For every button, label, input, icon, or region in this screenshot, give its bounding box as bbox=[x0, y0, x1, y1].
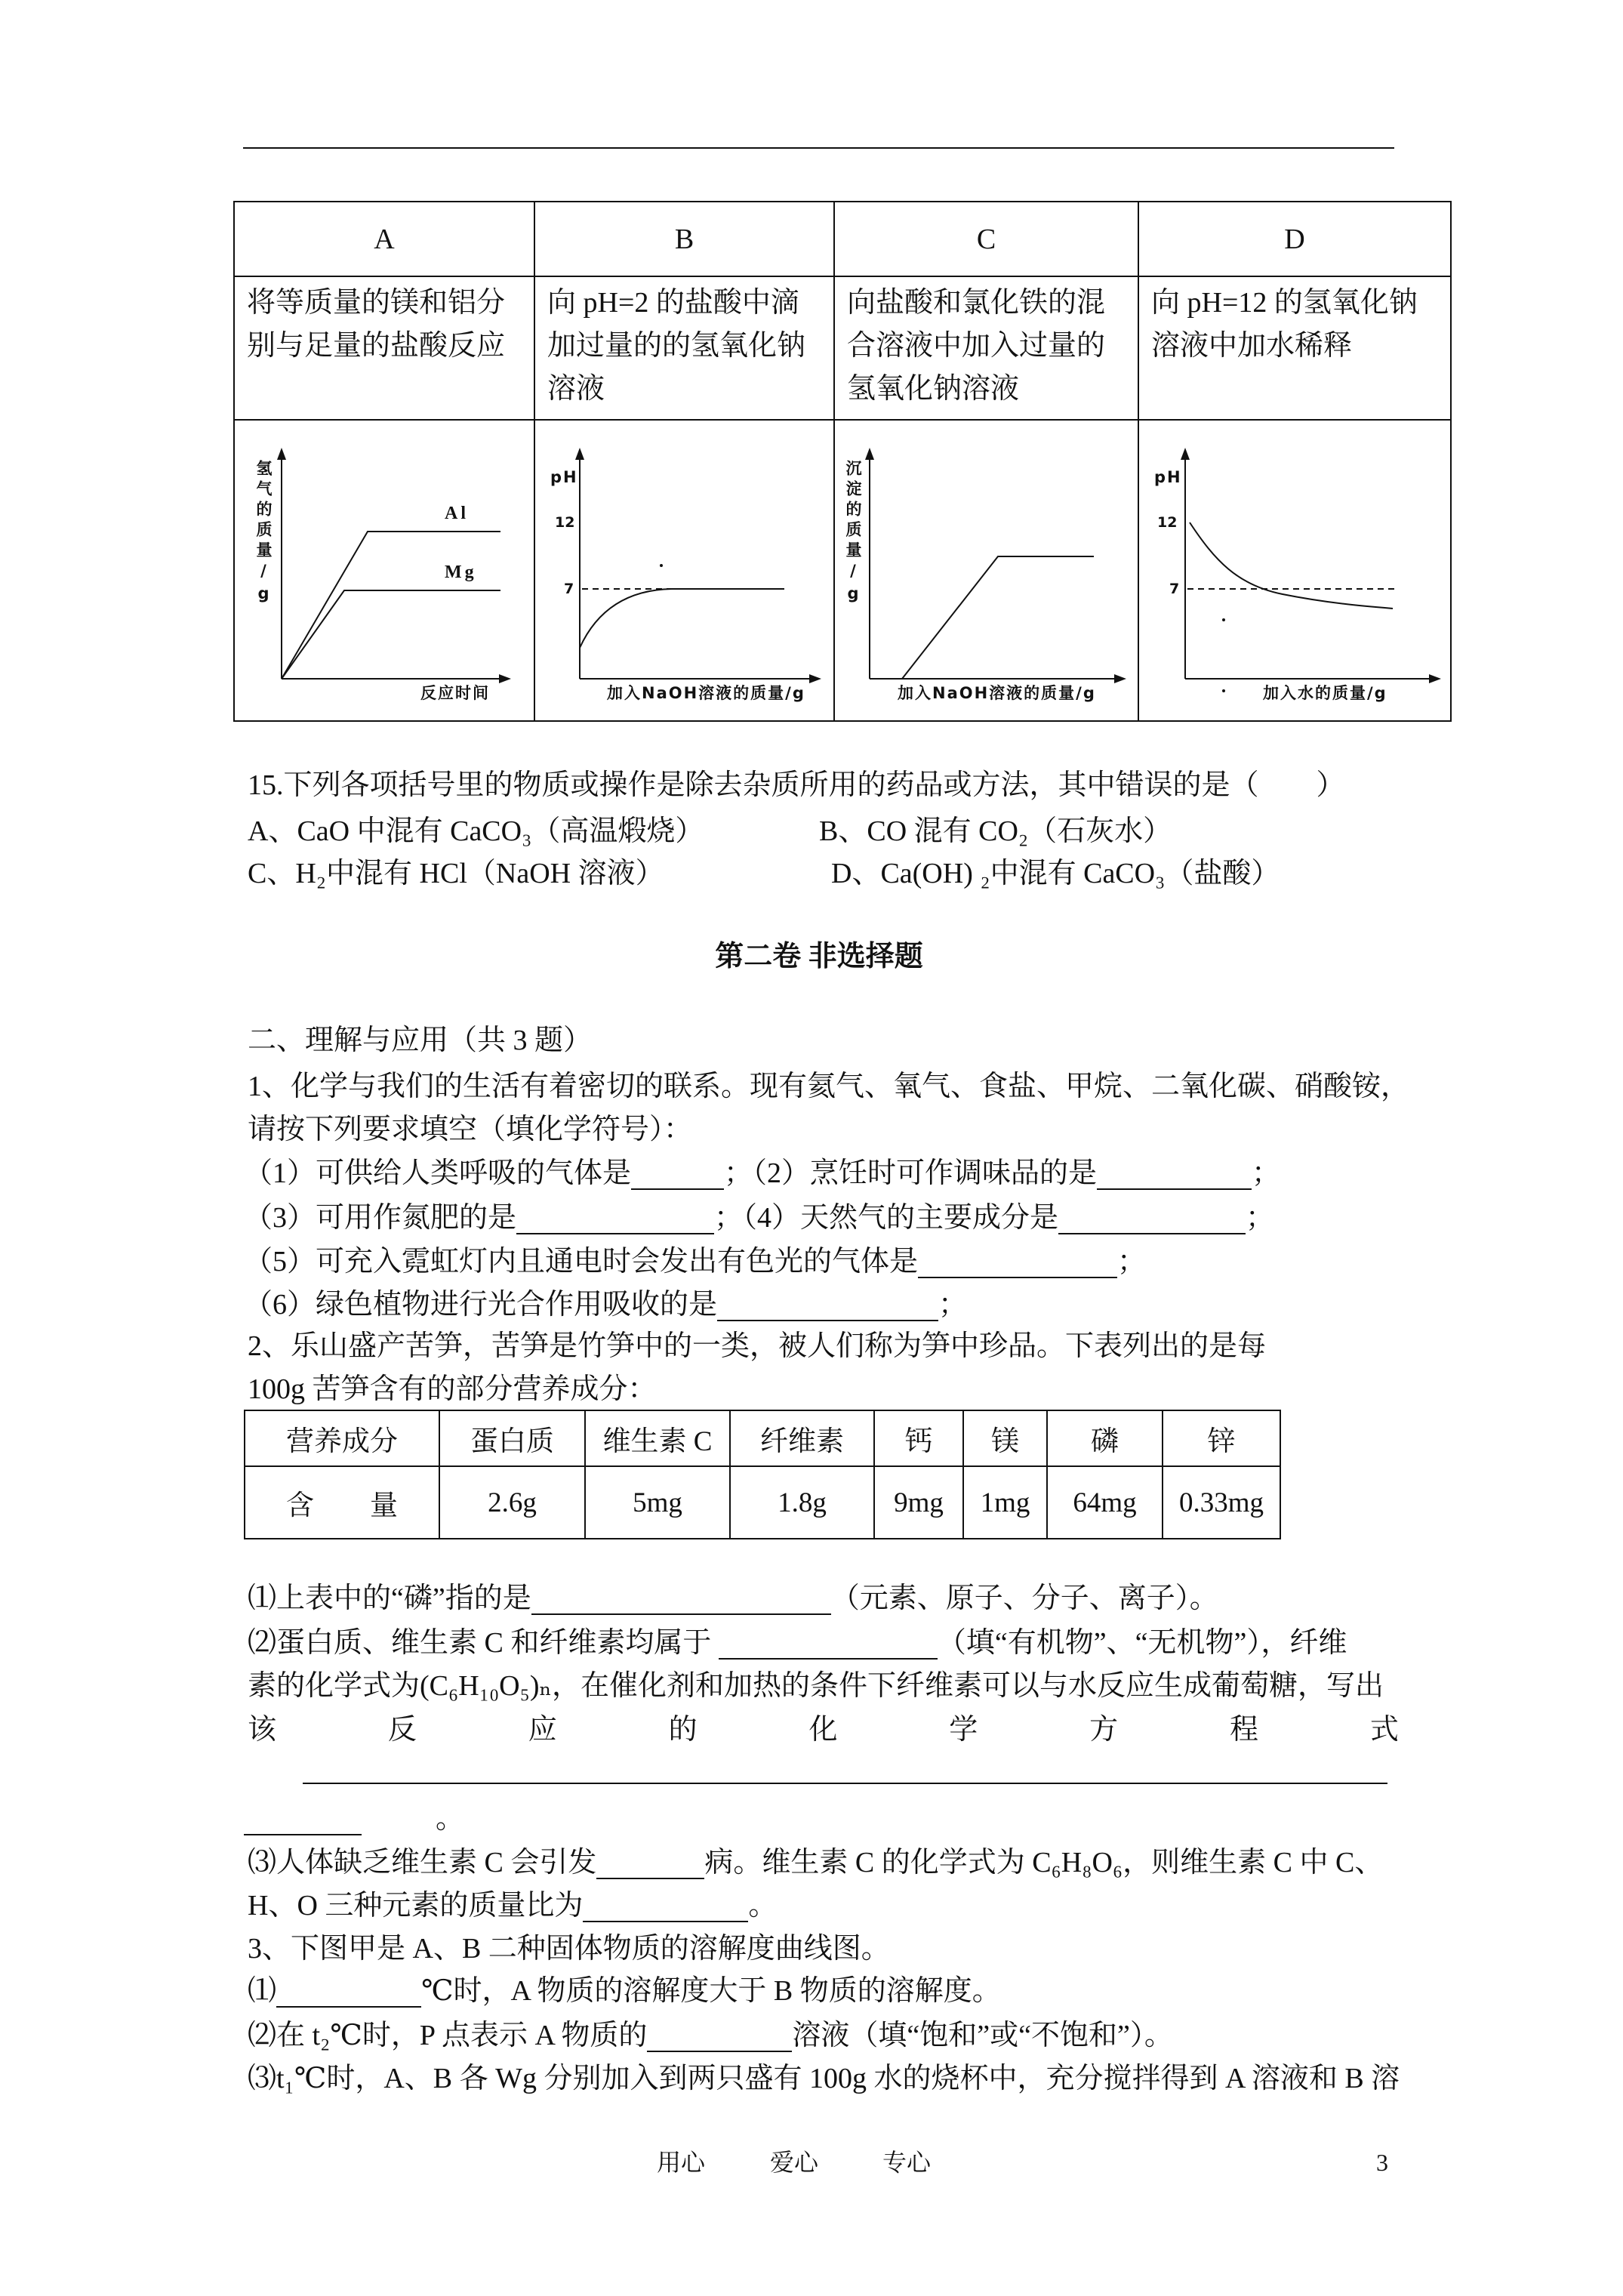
hydrogen-mass-plot bbox=[235, 421, 534, 720]
y-axis-arrow bbox=[865, 448, 874, 460]
question-1-item-6 bbox=[244, 1284, 967, 1326]
nutrition-value-cell: 5mg bbox=[585, 1466, 730, 1539]
nutrition-header-cell: 钙 bbox=[874, 1410, 963, 1466]
question-15-stem: 15.下列各项括号里的物质或操作是除去杂质所用的药品或方法，其中错误的是（ ） bbox=[248, 769, 1345, 801]
stray-mark bbox=[1222, 689, 1225, 692]
question-2-intro: 2、乐山盛产苦笋，苦笋是竹笋中的一类，被人们称为笋中珍品。下表列出的是每 bbox=[248, 1330, 1267, 1362]
description-line: 向 pH=12 的氢氧化钠 bbox=[1151, 287, 1418, 319]
nutrition-value-cell: 1.8g bbox=[730, 1466, 874, 1539]
answer-blank bbox=[1097, 1155, 1252, 1190]
option-description-c bbox=[834, 276, 1138, 420]
tick-label-7: 7 bbox=[1169, 581, 1180, 597]
ph-dilution-plot bbox=[1139, 421, 1450, 720]
nutrition-header-cell: 锌 bbox=[1163, 1410, 1280, 1466]
tick-label-7: 7 bbox=[564, 581, 574, 597]
question-1-items-3-4 bbox=[244, 1197, 1274, 1239]
y-axis-label: pH bbox=[1154, 468, 1182, 486]
graph-options-table bbox=[233, 201, 1452, 722]
description-line: 别与足量的盐酸反应 bbox=[247, 330, 506, 362]
option-header-a: A bbox=[234, 202, 534, 276]
equation-prompt-char: 学 bbox=[949, 1714, 978, 1746]
description-line: 将等质量的镁和铝分 bbox=[247, 287, 506, 319]
ph-curve bbox=[580, 589, 784, 648]
equation-prompt-char: 方 bbox=[1089, 1714, 1119, 1746]
question-1-item-5 bbox=[244, 1240, 1146, 1283]
option-description-d bbox=[1138, 276, 1451, 420]
equation-prompt-char: 程 bbox=[1230, 1714, 1259, 1746]
item-text: H、O 三种元素的质量比为 bbox=[248, 1890, 584, 1922]
stray-mark bbox=[1222, 618, 1225, 621]
item-text: （5）可充入霓虹灯内且通电时会发出有色光的气体是 bbox=[244, 1246, 919, 1277]
option-graph-row bbox=[234, 420, 1451, 721]
answer-blank bbox=[516, 1200, 714, 1234]
x-axis-label: 加入NaOH溶液的质量/g bbox=[898, 684, 1096, 702]
equation-answer-line bbox=[303, 1783, 1387, 1784]
answer-blank bbox=[631, 1155, 724, 1190]
item-text: 溶液（填“饱和”或“不饱和”）。 bbox=[792, 2020, 1173, 2051]
item-text: ； bbox=[1252, 1157, 1281, 1189]
answer-blank bbox=[647, 2017, 792, 2052]
question-2-part-3-cont bbox=[248, 1885, 777, 1927]
question-15-option-b: B、CO 混有 CO₂（石灰水） bbox=[819, 815, 1172, 847]
item-text: ⑵在 t₂℃时，P 点表示 A 物质的 bbox=[248, 2020, 648, 2051]
footer-motto: 爱心 bbox=[770, 2149, 819, 2176]
answer-blank bbox=[531, 1580, 831, 1615]
question-15-option-a: A、CaO 中混有 CaCO₃（高温煅烧） bbox=[248, 815, 704, 847]
item-text: ；（4）天然气的主要成分是 bbox=[714, 1202, 1059, 1234]
footer-motto: 专心 bbox=[882, 2149, 932, 2176]
question-2-part-1 bbox=[248, 1577, 1218, 1620]
precipitate-line bbox=[902, 556, 1094, 679]
dilution-curve bbox=[1190, 522, 1393, 609]
question-3-part-1 bbox=[248, 1970, 1001, 2012]
header-rule bbox=[243, 147, 1394, 149]
nutrition-value-row bbox=[245, 1466, 1280, 1539]
item-text: ℃时，A 物质的溶解度大于 B 物质的溶解度。 bbox=[421, 1975, 1001, 2007]
item-text: ；（2）烹饪时可作调味品的是 bbox=[724, 1157, 1098, 1189]
nutrition-value-cell: 9mg bbox=[874, 1466, 963, 1539]
equation-prompt-char: 化 bbox=[808, 1714, 838, 1746]
question-3-intro: 3、下图甲是 A、B 二种固体物质的溶解度曲线图。 bbox=[248, 1933, 890, 1965]
nutrition-header-cell: 营养成分 bbox=[245, 1410, 439, 1466]
question-1-instruction: 请按下列要求填空（填化学符号）： bbox=[248, 1114, 693, 1145]
item-text: ⑶人体缺乏维生素 C 会引发 bbox=[248, 1847, 597, 1878]
hydrogen-mass-graph bbox=[235, 421, 534, 720]
y-axis-arrow bbox=[1181, 448, 1190, 460]
ph-dilution-graph bbox=[1139, 421, 1450, 720]
option-description-row bbox=[234, 276, 1451, 420]
part-2-title: 第二卷 非选择题 bbox=[715, 941, 923, 972]
description-line: 向盐酸和氯化铁的混 bbox=[847, 287, 1106, 319]
question-1-intro: 1、化学与我们的生活有着密切的联系。现有氦气、氧气、食盐、甲烷、二氧化碳、硝酸铵， bbox=[248, 1071, 1410, 1102]
equation-prompt-char: 应 bbox=[528, 1714, 557, 1746]
al-label: Al bbox=[445, 504, 469, 523]
question-2-part-2-cont: 素的化学式为(C₆H₁₀O₅)ₙ，在催化剂和加热的条件下纤维素可以与水反应生成葡萄糖，写出 bbox=[248, 1670, 1384, 1702]
option-graph-c bbox=[834, 420, 1138, 721]
option-graph-b bbox=[534, 420, 834, 721]
mg-curve bbox=[282, 590, 500, 679]
item-text: ⑴上表中的“磷”指的是 bbox=[248, 1583, 531, 1614]
answer-blank bbox=[1058, 1200, 1246, 1234]
mg-label: Mg bbox=[445, 562, 477, 582]
option-description-b bbox=[534, 276, 834, 420]
nutrition-table bbox=[244, 1410, 1281, 1539]
ph-neutralization-plot bbox=[535, 421, 833, 720]
description-line: 向 pH=2 的盐酸中滴 bbox=[547, 287, 799, 319]
item-text: ⑴ bbox=[248, 1975, 277, 2007]
answer-blank bbox=[583, 1888, 748, 1922]
x-axis-arrow bbox=[809, 674, 821, 683]
nutrition-value-cell: 1mg bbox=[963, 1466, 1047, 1539]
nutrition-value-cell: 2.6g bbox=[439, 1466, 585, 1539]
x-axis-arrow bbox=[1429, 674, 1441, 683]
nutrition-header-cell: 蛋白质 bbox=[439, 1410, 585, 1466]
option-graph-d bbox=[1138, 420, 1451, 721]
item-text: （1）可供给人类呼吸的气体是 bbox=[244, 1157, 632, 1189]
question-15-option-d: D、Ca(OH) ₂中混有 CaCO₃（盐酸） bbox=[831, 858, 1280, 889]
description-line: 溶液 bbox=[547, 373, 605, 405]
y-axis-label: 沉淀的质量/g bbox=[844, 460, 862, 607]
description-line: 溶液中加水稀释 bbox=[1151, 330, 1353, 362]
item-text: （元素、原子、分子、离子）。 bbox=[830, 1583, 1218, 1614]
stray-mark bbox=[660, 564, 663, 567]
answer-blank bbox=[918, 1244, 1117, 1278]
x-axis-arrow bbox=[499, 674, 511, 683]
y-axis-label: 氢气的质量/g bbox=[254, 460, 273, 607]
nutrition-header-cell: 磷 bbox=[1047, 1410, 1163, 1466]
nutrition-header-cell: 维生素 C bbox=[585, 1410, 730, 1466]
nutrition-header-row bbox=[245, 1410, 1280, 1466]
x-axis-label: 加入NaOH溶液的质量/g bbox=[607, 684, 805, 702]
nutrition-header-cell: 镁 bbox=[963, 1410, 1047, 1466]
equation-prompt-char: 反 bbox=[387, 1714, 417, 1746]
nutrition-value-cell: 含 量 bbox=[245, 1466, 439, 1539]
item-text: ； bbox=[938, 1289, 968, 1321]
question-3-part-2 bbox=[248, 2014, 1173, 2057]
option-header-b: B bbox=[534, 202, 834, 276]
question-3-part-3: ⑶t₁℃时，A、B 各 Wg 分别加入到两只盛有 100g 水的烧杯中，充分搅拌得到 A 溶液和 B 溶 bbox=[248, 2063, 1400, 2094]
ph-neutralization-graph bbox=[535, 421, 833, 720]
section-heading: 二、理解与应用（共 3 题） bbox=[248, 1025, 593, 1056]
item-text: 。 bbox=[748, 1890, 778, 1922]
al-curve bbox=[282, 532, 500, 679]
precipitate-mass-plot bbox=[835, 421, 1138, 720]
answer-blank bbox=[596, 1845, 704, 1879]
x-axis-label: 反应时间 bbox=[420, 684, 490, 702]
equation-answer-end bbox=[244, 1798, 464, 1840]
item-text: （6）绿色植物进行光合作用吸收的是 bbox=[244, 1289, 718, 1321]
description-line: 合溶液中加入过量的 bbox=[847, 330, 1106, 362]
equation-prompt bbox=[248, 1709, 1399, 1751]
precipitate-mass-graph bbox=[835, 421, 1138, 720]
y-axis-arrow bbox=[575, 448, 584, 460]
tick-label-12: 12 bbox=[1157, 514, 1178, 531]
nutrition-value-cell: 0.33mg bbox=[1163, 1466, 1280, 1539]
question-2-intro-cont: 100g 苦笋含有的部分营养成分： bbox=[248, 1373, 657, 1405]
option-header-d: D bbox=[1138, 202, 1451, 276]
equation-prompt-char: 的 bbox=[668, 1714, 698, 1746]
description-line: 加过量的的氢氧化钠 bbox=[547, 330, 806, 362]
item-text: （填“有机物”、“无机物”），纤维 bbox=[937, 1627, 1347, 1659]
option-description-a bbox=[234, 276, 534, 420]
x-axis-label: 加入水的质量/g bbox=[1263, 684, 1387, 702]
question-2-part-2 bbox=[248, 1622, 1347, 1664]
option-header-c: C bbox=[834, 202, 1138, 276]
y-axis-arrow bbox=[277, 448, 286, 460]
answer-blank bbox=[719, 1625, 938, 1660]
tick-label-12: 12 bbox=[555, 514, 575, 531]
question-1-items-1-2 bbox=[244, 1152, 1280, 1194]
question-15-option-c: C、H₂中混有 HCl（NaOH 溶液） bbox=[248, 858, 664, 889]
footer-motto: 用心 bbox=[657, 2149, 706, 2176]
item-text: 病。维生素 C 的化学式为 C₆H₈O₆，则维生素 C 中 C、 bbox=[704, 1847, 1384, 1878]
nutrition-value-cell: 64mg bbox=[1047, 1466, 1163, 1539]
item-text: 。 bbox=[436, 1803, 465, 1835]
answer-blank bbox=[244, 1801, 362, 1835]
equation-prompt-char: 式 bbox=[1369, 1714, 1399, 1746]
option-header-row bbox=[234, 202, 1451, 276]
y-axis-label: pH bbox=[550, 468, 578, 486]
answer-blank bbox=[717, 1287, 938, 1321]
item-text: ； bbox=[1246, 1202, 1275, 1234]
nutrition-header-cell: 纤维素 bbox=[730, 1410, 874, 1466]
description-line: 氢氧化钠溶液 bbox=[847, 373, 1020, 405]
item-text: （3）可用作氮肥的是 bbox=[244, 1202, 517, 1234]
equation-prompt-char: 该 bbox=[248, 1714, 277, 1746]
question-2-part-3 bbox=[248, 1841, 1383, 1884]
option-graph-a bbox=[234, 420, 534, 721]
page-number: 3 bbox=[1376, 2149, 1388, 2176]
x-axis-arrow bbox=[1114, 674, 1126, 683]
item-text: ⑵蛋白质、维生素 C 和纤维素均属于 bbox=[248, 1627, 719, 1659]
answer-blank bbox=[276, 1973, 421, 2008]
item-text: ； bbox=[1117, 1246, 1147, 1277]
